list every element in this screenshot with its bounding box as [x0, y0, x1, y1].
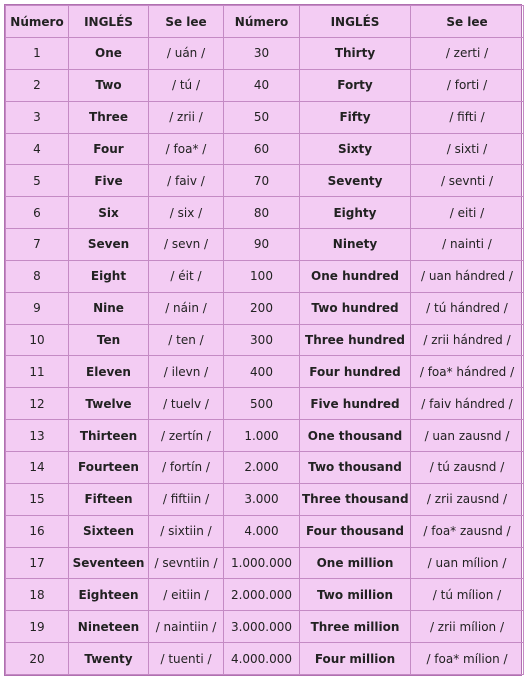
number-cell: 1 [6, 38, 69, 70]
pronunciation-cell: / zrii zausnd / [411, 483, 524, 515]
pronunciation-cell: / zrii hándred / [411, 324, 524, 356]
pronunciation-cell: / fortín / [149, 451, 224, 483]
number-cell: 500 [224, 388, 300, 420]
english-cell: One [69, 38, 149, 70]
number-cell: 3.000 [224, 483, 300, 515]
numbers-table [5, 5, 524, 675]
number-cell: 6 [6, 197, 69, 229]
pronunciation-cell: / sevntiin / [149, 547, 224, 579]
pronunciation-cell: / fifti / [411, 101, 524, 133]
table-row [6, 229, 524, 261]
pronunciation-cell: / tuelv / [149, 388, 224, 420]
number-cell: 13 [6, 420, 69, 452]
english-cell: One million [300, 547, 411, 579]
pronunciation-cell: / foa* mílion / [411, 643, 524, 675]
table-row [6, 483, 524, 515]
number-cell: 400 [224, 356, 300, 388]
header-numero-2: Número [224, 6, 300, 38]
pronunciation-cell: / faiv hándred / [411, 388, 524, 420]
table-row [6, 324, 524, 356]
pronunciation-cell: / ilevn / [149, 356, 224, 388]
number-cell: 4.000 [224, 515, 300, 547]
english-cell: One hundred [300, 260, 411, 292]
table-row [6, 420, 524, 452]
number-cell: 4 [6, 133, 69, 165]
pronunciation-cell: / nainti / [411, 229, 524, 261]
english-cell: Thirty [300, 38, 411, 70]
english-cell: Three [69, 101, 149, 133]
number-cell: 300 [224, 324, 300, 356]
number-cell: 30 [224, 38, 300, 70]
table-row [6, 451, 524, 483]
english-cell: Four [69, 133, 149, 165]
number-cell: 4.000.000 [224, 643, 300, 675]
pronunciation-cell: / tú / [149, 69, 224, 101]
header-ingles-1: INGLÉS [69, 6, 149, 38]
table-row [6, 133, 524, 165]
english-cell: Three hundred [300, 324, 411, 356]
number-cell: 8 [6, 260, 69, 292]
pronunciation-cell: / foa* / [149, 133, 224, 165]
english-cell: Five hundred [300, 388, 411, 420]
number-cell: 10 [6, 324, 69, 356]
pronunciation-cell: / tú hándred / [411, 292, 524, 324]
pronunciation-cell: / naintiin / [149, 611, 224, 643]
pronunciation-cell: / six / [149, 197, 224, 229]
english-cell: Seven [69, 229, 149, 261]
english-cell: Seventeen [69, 547, 149, 579]
pronunciation-cell: / sixti / [411, 133, 524, 165]
pronunciation-cell: / sevn / [149, 229, 224, 261]
pronunciation-cell: / tú mílion / [411, 579, 524, 611]
number-cell: 1.000.000 [224, 547, 300, 579]
english-cell: One thousand [300, 420, 411, 452]
pronunciation-cell: / tú zausnd / [411, 451, 524, 483]
english-cell: Twenty [69, 643, 149, 675]
table-row [6, 579, 524, 611]
english-cell: Ninety [300, 229, 411, 261]
pronunciation-cell: / zrii mílion / [411, 611, 524, 643]
table-row [6, 356, 524, 388]
table-row [6, 515, 524, 547]
english-cell: Three thousand [300, 483, 411, 515]
english-cell: Fourteen [69, 451, 149, 483]
pronunciation-cell: / tuenti / [149, 643, 224, 675]
english-cell: Two hundred [300, 292, 411, 324]
english-cell: Eighteen [69, 579, 149, 611]
pronunciation-cell: / náin / [149, 292, 224, 324]
pronunciation-cell: / faiv / [149, 165, 224, 197]
pronunciation-cell: / foa* hándred / [411, 356, 524, 388]
table-row [6, 260, 524, 292]
number-cell: 100 [224, 260, 300, 292]
table-row [6, 547, 524, 579]
table-row [6, 388, 524, 420]
english-cell: Eleven [69, 356, 149, 388]
header-se-lee-1: Se lee [149, 6, 224, 38]
english-cell: Ten [69, 324, 149, 356]
number-cell: 15 [6, 483, 69, 515]
pronunciation-cell: / ten / [149, 324, 224, 356]
number-cell: 50 [224, 101, 300, 133]
table-row [6, 101, 524, 133]
pronunciation-cell: / zrii / [149, 101, 224, 133]
english-cell: Two million [300, 579, 411, 611]
table-row [6, 69, 524, 101]
table-body [6, 38, 524, 675]
english-cell: Three million [300, 611, 411, 643]
table-row [6, 611, 524, 643]
table-row [6, 197, 524, 229]
number-cell: 17 [6, 547, 69, 579]
number-cell: 2.000 [224, 451, 300, 483]
number-cell: 3 [6, 101, 69, 133]
number-cell: 11 [6, 356, 69, 388]
english-cell: Eight [69, 260, 149, 292]
number-cell: 9 [6, 292, 69, 324]
header-se-lee-2: Se lee [411, 6, 524, 38]
pronunciation-cell: / uán / [149, 38, 224, 70]
english-cell: Thirteen [69, 420, 149, 452]
table-header-row [6, 6, 524, 38]
table-row [6, 643, 524, 675]
number-cell: 20 [6, 643, 69, 675]
number-cell: 5 [6, 165, 69, 197]
number-cell: 60 [224, 133, 300, 165]
header-ingles-2: INGLÉS [300, 6, 411, 38]
pronunciation-cell: / uan hándred / [411, 260, 524, 292]
pronunciation-cell: / foa* zausnd / [411, 515, 524, 547]
numbers-table-container [4, 4, 522, 676]
english-cell: Four million [300, 643, 411, 675]
number-cell: 19 [6, 611, 69, 643]
pronunciation-cell: / fiftiin / [149, 483, 224, 515]
table-row [6, 38, 524, 70]
table-row [6, 165, 524, 197]
pronunciation-cell: / éit / [149, 260, 224, 292]
number-cell: 12 [6, 388, 69, 420]
english-cell: Seventy [300, 165, 411, 197]
number-cell: 2.000.000 [224, 579, 300, 611]
english-cell: Eighty [300, 197, 411, 229]
pronunciation-cell: / eitiin / [149, 579, 224, 611]
english-cell: Nineteen [69, 611, 149, 643]
number-cell: 200 [224, 292, 300, 324]
english-cell: Four hundred [300, 356, 411, 388]
pronunciation-cell: / sixtiin / [149, 515, 224, 547]
number-cell: 16 [6, 515, 69, 547]
table-row [6, 292, 524, 324]
english-cell: Two [69, 69, 149, 101]
pronunciation-cell: / zertín / [149, 420, 224, 452]
english-cell: Fifty [300, 101, 411, 133]
english-cell: Two thousand [300, 451, 411, 483]
number-cell: 7 [6, 229, 69, 261]
number-cell: 3.000.000 [224, 611, 300, 643]
pronunciation-cell: / uan mílion / [411, 547, 524, 579]
number-cell: 70 [224, 165, 300, 197]
english-cell: Twelve [69, 388, 149, 420]
pronunciation-cell: / eiti / [411, 197, 524, 229]
header-numero-1: Número [6, 6, 69, 38]
number-cell: 40 [224, 69, 300, 101]
pronunciation-cell: / sevnti / [411, 165, 524, 197]
english-cell: Sixty [300, 133, 411, 165]
english-cell: Six [69, 197, 149, 229]
english-cell: Forty [300, 69, 411, 101]
english-cell: Five [69, 165, 149, 197]
english-cell: Fifteen [69, 483, 149, 515]
english-cell: Nine [69, 292, 149, 324]
number-cell: 14 [6, 451, 69, 483]
number-cell: 2 [6, 69, 69, 101]
english-cell: Four thousand [300, 515, 411, 547]
pronunciation-cell: / forti / [411, 69, 524, 101]
pronunciation-cell: / zerti / [411, 38, 524, 70]
number-cell: 1.000 [224, 420, 300, 452]
number-cell: 80 [224, 197, 300, 229]
number-cell: 90 [224, 229, 300, 261]
pronunciation-cell: / uan zausnd / [411, 420, 524, 452]
english-cell: Sixteen [69, 515, 149, 547]
number-cell: 18 [6, 579, 69, 611]
